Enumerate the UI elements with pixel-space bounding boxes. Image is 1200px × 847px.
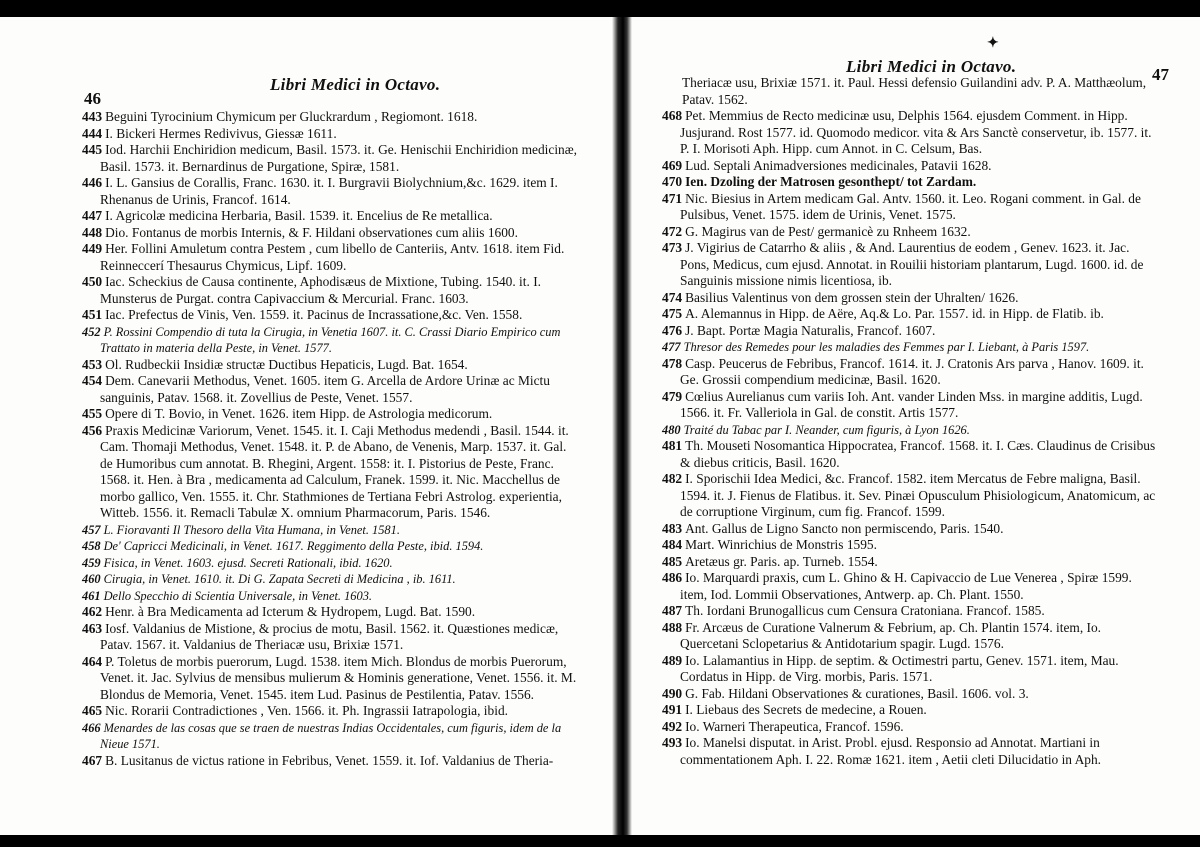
entry-number: 450 — [82, 274, 103, 289]
left-page — [0, 17, 612, 835]
book-spread — [0, 17, 1200, 835]
entry-text: Lud. Septali Animadversiones medicinales, Patavii 1628. — [685, 157, 992, 173]
catalogue-entries — [662, 75, 1162, 768]
entry-text: Nic. Biesius in Artem medicam Gal. Antv. 1560. it. Leo. Rogani comment. in Gal. de Pulsibus, Venet. 1575. idem de Urinis, Venet. 1575. — [680, 190, 1141, 222]
entry-number: 479 — [662, 388, 683, 404]
catalogue-entry — [82, 588, 582, 605]
entry-text: Fr. Arcæus de Curatione Valnerum & Febrium, ap. Ch. Plantin 1574. item, Io. Quercetani Sclopetarius & Antidotarium spagir. Lugd. 1576. — [680, 619, 1102, 651]
catalogue-entry — [662, 686, 1162, 703]
entry-text: Ien. Dzoling der Matrosen gesonthept/ tot Zardam. — [685, 174, 977, 189]
entry-number: 455 — [82, 406, 103, 421]
printer-mark: ✦ — [987, 36, 999, 51]
catalogue-entry — [662, 521, 1162, 538]
catalogue-entry — [662, 306, 1162, 323]
entry-number: 444 — [82, 125, 103, 141]
catalogue-entry — [82, 324, 582, 357]
catalogue-entry — [82, 373, 582, 406]
entry-text: Fisica, in Venet. 1603. ejusd. Secreti Rationali, ibid. 1620. — [103, 555, 393, 570]
entry-number: 456 — [82, 422, 103, 438]
entry-number: 448 — [82, 224, 103, 240]
entry-number: 452 — [82, 324, 101, 339]
entry-number: 451 — [82, 307, 103, 322]
entry-number: 463 — [82, 620, 103, 636]
entry-text: I. Liebaus des Secrets de medecine, a Rouen. — [685, 702, 927, 717]
entry-text: Aretæus gr. Paris. ap. Turneb. 1554. — [685, 553, 878, 569]
entry-text: Io. Manelsi disputat. in Arist. Probl. ejusd. Responsio ad Annotat. Martiani in commentationem Aph. I. 22. Romæ 1621. item , Aetii cleti Dilucidatio in Aph. — [680, 735, 1102, 767]
right-page — [632, 17, 1200, 835]
entry-text: P. Toletus de morbis puerorum, Lugd. 1538. item Mich. Blondus de morbis Puerorum, Venet. it. Jac. Sylvius de mensibus mulierum & Hominis generatione, Venet. 1556. it. M. Blondus de Memoria, Venet. 1545. item Lud. Pasinus de Pestilentia, Patav. 1556. — [100, 653, 577, 702]
entry-number: 447 — [82, 208, 103, 223]
catalogue-entry — [662, 108, 1162, 158]
entry-number: 459 — [82, 555, 101, 570]
entry-number: 467 — [82, 752, 103, 768]
catalogue-entry — [82, 307, 582, 324]
entry-number: 465 — [82, 703, 103, 718]
catalogue-entry — [82, 208, 582, 225]
running-head: Libri Medici in Octavo. — [846, 57, 1017, 76]
catalogue-entry — [662, 471, 1162, 521]
catalogue-entry — [662, 603, 1162, 620]
catalogue-entry — [82, 522, 582, 539]
catalogue-entry — [662, 422, 1162, 439]
entry-number: 453 — [82, 356, 103, 372]
catalogue-entry — [82, 753, 582, 770]
entry-text: Opere di T. Bovio, in Venet. 1626. item Hipp. de Astrologia medicorum. — [105, 406, 493, 421]
catalogue-entry — [82, 720, 582, 753]
catalogue-entry — [82, 406, 582, 423]
catalogue-entry — [662, 438, 1162, 471]
catalogue-entry — [82, 225, 582, 242]
entry-text: Nic. Rorarii Contradictiones , Ven. 1566. it. Ph. Ingrassii Iatrapologia, ibid. — [105, 703, 508, 718]
entry-number: 485 — [662, 553, 683, 569]
catalogue-entry — [662, 570, 1162, 603]
entry-number: 460 — [82, 572, 101, 586]
catalogue-entry — [662, 290, 1162, 307]
binding-gutter — [612, 17, 632, 835]
entry-text: Beguini Tyrocinium Chymicum per Gluckrardum , Regiomont. 1618. — [105, 109, 478, 124]
entry-text: Dio. Fontanus de morbis Internis, & F. Hildani observationes cum aliis 1600. — [105, 224, 518, 240]
catalogue-entry — [662, 702, 1162, 719]
entry-number: 454 — [82, 373, 103, 388]
entry-text: Io. Lalamantius in Hipp. de septim. & Octimestri partu, Genev. 1571. item, Mau. Cordatus in Hipp. de Virg. morbis, Paris. 1571. — [680, 652, 1119, 684]
entry-number: 446 — [82, 175, 103, 190]
catalogue-entry — [662, 224, 1162, 241]
catalogue-entry — [662, 735, 1162, 768]
catalogue-entry — [662, 240, 1162, 290]
catalogue-entry — [662, 554, 1162, 571]
entry-text: Dem. Canevarii Methodus, Venet. 1605. item G. Arcella de Ardore Urinæ ac Mictu sanguinis, Patav. 1568. it. Zovellius de Peste, Venet. 1557. — [100, 373, 550, 405]
entry-number: 490 — [662, 685, 683, 701]
entry-text: G. Fab. Hildani Observationes & curationes, Basil. 1606. vol. 3. — [685, 685, 1029, 701]
entry-number: 489 — [662, 652, 683, 668]
catalogue-entry — [662, 356, 1162, 389]
entry-text: Pet. Memmius de Recto medicinæ usu, Delphis 1564. ejusdem Comment. in Hipp. Jusjurand. Rost 1577. id. Quomodo medicor. vita & Ars Sanctè conservetur, ib. 1577. it. P. I. Morisoti Aph. Hipp. cum Annot. in C. Celsum, Bas. — [680, 108, 1152, 156]
entry-number: 492 — [662, 718, 683, 734]
entry-text: J. Vigirius de Catarrho & aliis , & And. Laurentius de eodem , Genev. 1623. it. Jac. Pons, Medicus, cum ejusd. Annotat. in Rouilii historiam plantarum, Lugd. 1600. id. de Sanguinis missione nimis licentiosa, ib. — [680, 240, 1144, 288]
catalogue-entry — [662, 158, 1162, 175]
entry-number: 443 — [82, 109, 103, 124]
catalogue-entry — [82, 126, 582, 143]
entry-number: 488 — [662, 619, 683, 635]
entry-text: J. Bapt. Portæ Magia Naturalis, Francof. 1607. — [685, 322, 936, 338]
entry-text: Cirugia, in Venet. 1610. it. Di G. Zapata Secreti di Medicina , ib. 1611. — [103, 572, 456, 586]
catalogue-entry — [82, 538, 582, 555]
entry-number: 484 — [662, 537, 683, 552]
entry-number: 491 — [662, 702, 683, 717]
entry-text: Thresor des Remedes pour les maladies des Femmes par I. Liebant, à Paris 1597. — [683, 340, 1090, 354]
entry-number: 478 — [662, 355, 683, 371]
entry-text: Her. Follini Amuletum contra Pestem , cum libello de Canteriis, Antv. 1618. item Fid. Reinneccerí Thesaurus Chymicus, Lipf. 1609. — [100, 241, 565, 273]
catalogue-entry — [82, 241, 582, 274]
catalogue-entry — [662, 339, 1162, 356]
entry-number: 458 — [82, 539, 101, 553]
entry-number: 474 — [662, 289, 683, 305]
entry-text: Henr. à Bra Medicamenta ad Icterum & Hydropem, Lugd. Bat. 1590. — [105, 604, 476, 619]
entry-text: Cœlius Aurelianus cum variis Ioh. Ant. vander Linden Mss. in margine additis, Lugd. 1566. it. Fr. Valleriola in Gal. de constit. Artis 1577. — [680, 388, 1143, 420]
entry-text: Iac. Scheckius de Causa continente, Aphodisæus de Mixtione, Tubing. 1540. it. I. Munsterus de Purgat. contra Capivaccium & Mercurial. Franc. 1603. — [100, 274, 541, 306]
entry-number: 480 — [662, 422, 681, 437]
catalogue-entry — [82, 109, 582, 126]
catalogue-entry — [662, 174, 1162, 191]
entry-text: I. Agricolæ medicina Herbaria, Basil. 1539. it. Encelius de Re metallica. — [105, 208, 493, 223]
entry-number: 481 — [662, 438, 683, 453]
entry-text: Ant. Gallus de Ligno Sancto non permiscendo, Paris. 1540. — [685, 520, 1004, 536]
entry-text: Praxis Medicinæ Variorum, Venet. 1545. it. I. Caji Methodus medendi , Basil. 1544. it. Cam. Thomaji Methodus, Venet. 1548. it. P. de Abano, de Venenis, Marp. 1537. it. Gal. de Humoribus cum annotat. B. Rhegini, Argent. 1558: it. I. Pistorius de Peste, Franc. 1568. it. Hen. à Bra , medicamenta ad Calculum, Franek. 1599. it. Nic. Macchellus de morbo gallico, Ven. 1555. it. Chr. Stathmiones de Tertiana Febri Astrolog. experientia, Witteb. 1556. it. Remacli Tabulæ X. omnium Pharmacorum, Paris. 1546. — [100, 422, 569, 520]
entry-text: Iosf. Valdanius de Mistione, & procius de motu, Basil. 1562. it. Quæstiones medicæ, Patav. 1567. it. Valdanius de Theriacæ usu, Brixiæ 1571. — [100, 620, 559, 652]
entry-number: 462 — [82, 604, 103, 619]
entry-text: I. L. Gansius de Corallis, Franc. 1630. it. I. Burgravii Biolychnium,&c. 1629. item I. Rhenanus de Urinis, Francof. 1614. — [100, 175, 558, 207]
entry-number: 457 — [82, 522, 101, 537]
entry-number: 470 — [662, 174, 683, 189]
catalogue-entry — [662, 719, 1162, 736]
running-head: Libri Medici in Octavo. — [270, 75, 441, 94]
entry-text: L. Fioravanti Il Thesoro della Vita Humana, in Venet. 1581. — [103, 522, 400, 537]
entry-number: 473 — [662, 240, 683, 255]
entry-text: I. Bickeri Hermes Redivivus, Giessæ 1611. — [105, 125, 337, 141]
entry-number: 476 — [662, 322, 683, 338]
entry-text: Basilius Valentinus von dem grossen stein der Uhralten/ 1626. — [685, 289, 1019, 305]
entry-number: 469 — [662, 157, 683, 173]
entry-number: 464 — [82, 653, 103, 669]
entry-number: 493 — [662, 735, 683, 750]
entry-text: Iac. Prefectus de Vinis, Ven. 1559. it. Pacinus de Incrassatione,&c. Ven. 1558. — [105, 307, 523, 322]
entry-number: 486 — [662, 570, 683, 585]
entry-text: Ol. Rudbeckii Insidiæ structæ Ductibus Hepaticis, Lugd. Bat. 1654. — [105, 356, 468, 372]
catalogue-entry — [662, 323, 1162, 340]
catalogue-entry — [82, 703, 582, 720]
catalogue-entry — [82, 175, 582, 208]
entry-text: G. Magirus van de Pest/ germanicè zu Rnheem 1632. — [685, 223, 971, 239]
catalogue-entry — [662, 653, 1162, 686]
catalogue-entry — [662, 389, 1162, 422]
catalogue-entry — [662, 537, 1162, 554]
entry-number: 477 — [662, 340, 681, 354]
page-number: 46 — [84, 89, 101, 108]
entry-number: 475 — [662, 306, 683, 321]
catalogue-entry — [82, 142, 582, 175]
entry-text: P. Rossini Compendio di tuta la Cirugia, in Venetia 1607. it. C. Crassi Diario Empirico cum Trattato in materia della Peste, in Venet. 1577. — [100, 324, 561, 355]
entry-text: De' Capricci Medicinali, in Venet. 1617. Reggimento della Peste, ibid. 1594. — [103, 539, 484, 553]
entry-number: 449 — [82, 241, 103, 256]
entry-text: Th. Iordani Brunogallicus cum Censura Cratoniana. Francof. 1585. — [685, 603, 1045, 618]
catalogue-entry — [82, 654, 582, 704]
entry-text: Menardes de las cosas que se traen de nuestras Indias Occidentales, cum figuris, idem de la Nieue 1571. — [100, 720, 562, 751]
entry-text: Traité du Tabac par I. Neander, cum figuris, à Lyon 1626. — [683, 422, 970, 437]
catalogue-entries — [82, 109, 582, 769]
catalogue-entry — [82, 423, 582, 522]
catalogue-entry — [82, 571, 582, 588]
catalogue-entry — [82, 274, 582, 307]
entry-text: I. Sporischii Idea Medici, &c. Francof. 1582. item Mercatus de Febre maligna, Basil. 1594. it. J. Fienus de Flatibus. it. Sev. Pinæi Opusculum Phisiologicum, Anatomicum, ac de corruptione Virginum, cum fig. Francof. 1599. — [680, 471, 1156, 519]
entry-text: Iod. Harchii Enchiridion medicum, Basil. 1573. it. Ge. Henischii Enchiridion medicinæ, Basil. 1573. it. Bernardinus de Purgatione, Spiræ, 1581. — [100, 142, 578, 174]
entry-text: A. Alemannus in Hipp. de Aëre, Aq.& Lo. Par. 1557. id. in Hipp. de Flatib. ib. — [685, 306, 1104, 321]
entry-number: 487 — [662, 603, 683, 618]
entry-number: 461 — [82, 588, 101, 603]
entry-number: 466 — [82, 720, 101, 735]
entry-number: 445 — [82, 142, 103, 157]
entry-number: 472 — [662, 223, 683, 239]
page-number: 47 — [1152, 65, 1169, 84]
entry-text: Io. Marquardi praxis, cum L. Ghino & H. Capivaccio de Lue Venerea , Spiræ 1599. item, Iod. Lommii Observationes, Antwerp. ap. Ch. Plant. 1550. — [680, 570, 1132, 602]
entry-number: 468 — [662, 108, 683, 123]
continued-entry: Theriacæ usu, Brixiæ 1571. it. Paul. Hessi defensio Guilandini adv. P. A. Matthæolum, Patav. 1562. — [682, 75, 1147, 107]
entry-number: 471 — [662, 190, 683, 206]
entry-text: Th. Mouseti Nosomantica Hippocratea, Francof. 1568. it. I. Cæs. Claudinus de Crisibus & diebus criticis, Basil. 1620. — [680, 438, 1156, 470]
catalogue-entry — [82, 621, 582, 654]
catalogue-entry — [82, 555, 582, 572]
catalogue-entry — [662, 191, 1162, 224]
catalogue-entry — [662, 620, 1162, 653]
catalogue-entry — [82, 357, 582, 374]
entry-number: 482 — [662, 471, 683, 486]
entry-text: Casp. Peucerus de Febribus, Francof. 1614. it. J. Cratonis Ars parva , Hanov. 1609. it. Ge. Grossii compendium medicinæ, Basil. 1620. — [680, 355, 1144, 387]
catalogue-entry — [82, 604, 582, 621]
entry-text: Mart. Winrichius de Monstris 1595. — [685, 537, 877, 552]
entry-text: Io. Warneri Therapeutica, Francof. 1596. — [685, 718, 904, 734]
entry-text: Dello Specchio di Scientia Universale, in Venet. 1603. — [103, 588, 372, 603]
entry-text: B. Lusitanus de victus ratione in Febribus, Venet. 1559. it. Iof. Valdanius de Theria- — [105, 752, 554, 768]
entry-number: 483 — [662, 520, 683, 536]
